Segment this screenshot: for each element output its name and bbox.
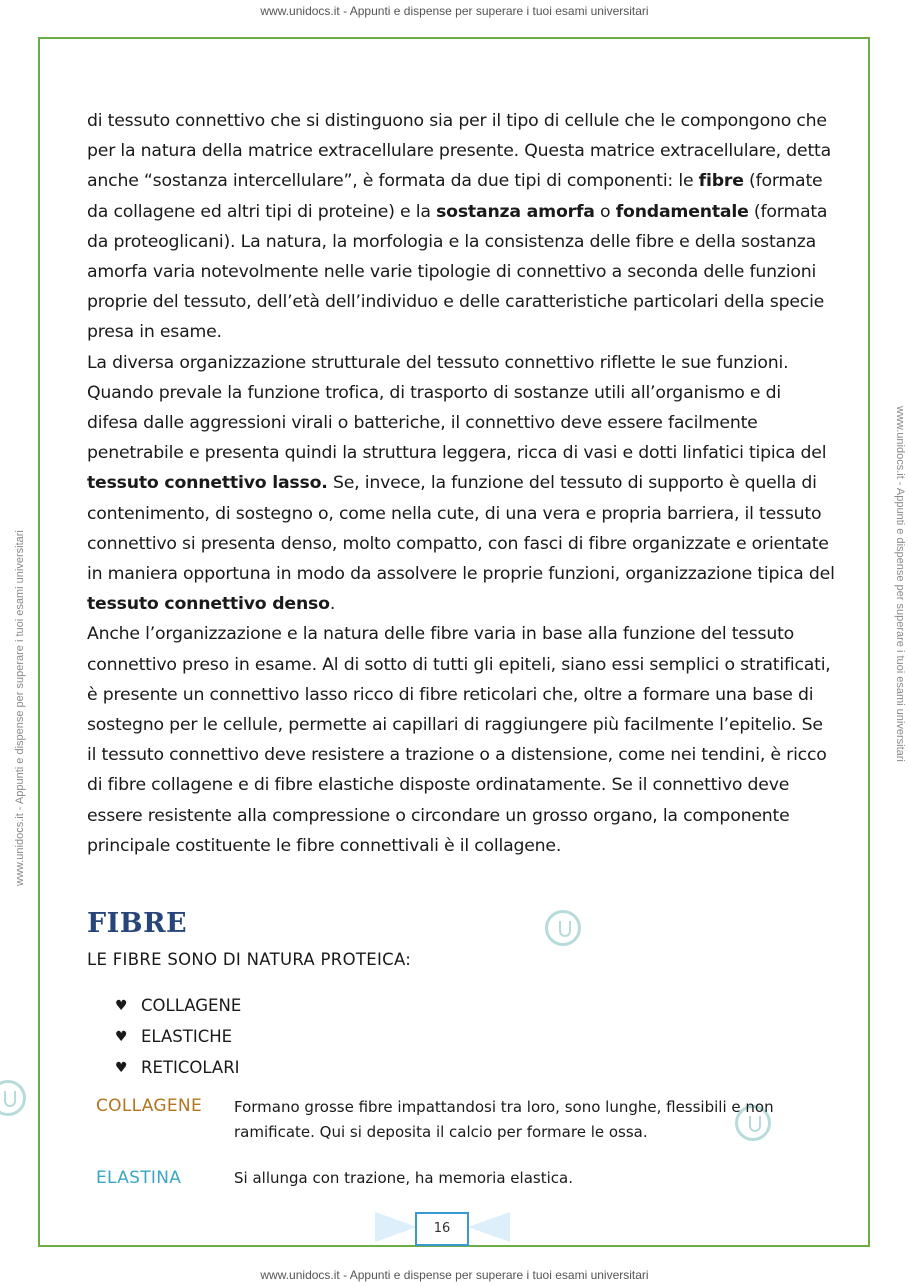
paragraph-3: Anche l’organizzazione e la natura delle fibre varia in base alla funzione del tessuto connettivo preso in esame. Al di sotto di tutti gli epiteli, siano essi semplici o stratificati, è presente un connettivo lasso ricco di fibre reticolari che, oltre a formare una base di sostegno per le cellule, permette ai capillari di raggiungere più facilmente l’epitelio. Se il tessuto connettivo deve resistere a trazione o a distensione, come nei tendini, è ricco di fibre collagene e di fibre elastiche disposte ordinatamente. Se il connettivo deve essere resistente alla compressione o circondare un grosso organo, la componente principale costituente le fibre connettivali è il collagene. xyxy=(87,624,831,856)
fibre-list xyxy=(115,990,241,1083)
heart-icon: ♥ xyxy=(115,1059,128,1076)
body-text xyxy=(87,106,837,861)
list-item-label: RETICOLARI xyxy=(141,1058,240,1077)
heart-icon: ♥ xyxy=(115,997,128,1014)
text-run: La diversa organizzazione strutturale del tessuto connettivo riflette le sue funzioni. Quando prevale la funzione trofica, di trasporto di sostanze utili all’organismo e di difesa dalle aggressioni virali o batteriche, il connettivo deve essere facilmente penetrabile e presenta quindi la struttura leggera, ricca di vasi e dotti linfatici tipica del xyxy=(87,352,827,464)
page-number: 16 xyxy=(415,1212,469,1246)
definition-desc-collagene: Formano grosse fibre impattandosi tra loro, sono lunghe, flessibili e non ramificate. Qui si deposita il calcio per formare le ossa. xyxy=(234,1098,774,1141)
bold-term: tessuto connettivo lasso. xyxy=(87,473,328,494)
footer-watermark-banner: www.unidocs.it - Appunti e dispense per superare i tuoi esami universitari xyxy=(260,1268,649,1282)
text-run: o xyxy=(594,201,616,222)
header-watermark-banner: www.unidocs.it - Appunti e dispense per superare i tuoi esami universitari xyxy=(260,4,649,18)
paragraph-2 xyxy=(87,348,837,620)
text-run: di tessuto connettivo che si distinguono sia per il tipo di cellule che le compongono che per la natura della matrice extracellulare presente. Questa matrice extracellulare, detta anche “sostanza intercellulare”, è formata da due tipi di componenti: le xyxy=(87,111,832,192)
list-item-label: COLLAGENE xyxy=(141,996,242,1015)
watermark-logo-icon xyxy=(0,1080,26,1116)
ribbon-left-decoration xyxy=(375,1212,417,1242)
list-item xyxy=(115,990,241,1021)
text-run: Se, invece, la funzione del tessuto di supporto è quella di contenimento, di sostegno o, come nella cute, di una vera e propria barriera, il tessuto connettivo si presenta denso, molto compatto, con fasci di fibre organizzate e orientate in maniera opportuna in modo da assolvere le proprie funzioni, organizzazione tipica del xyxy=(87,473,835,585)
bold-term: fibre xyxy=(698,171,744,192)
heart-icon: ♥ xyxy=(115,1028,128,1045)
definition-desc-elastina: Si allunga con trazione, ha memoria elastica. xyxy=(234,1169,573,1187)
list-item xyxy=(115,1021,241,1052)
section-heading: FIBRE xyxy=(87,908,188,939)
list-item-label: ELASTICHE xyxy=(141,1027,233,1046)
bold-term: fondamentale xyxy=(615,201,749,222)
right-side-watermark: www.unidocs.it - Appunti e dispense per superare i tuoi esami universitari xyxy=(894,406,906,762)
text-run: (formate da collagene ed altri tipi di proteine) e la xyxy=(87,171,823,222)
bold-term: tessuto connettivo denso xyxy=(87,594,330,615)
section-intro: LE FIBRE SONO DI NATURA PROTEICA: xyxy=(87,950,412,969)
definition-term-elastina: ELASTINA xyxy=(96,1168,182,1188)
text-run: . xyxy=(329,594,336,615)
ribbon-right-decoration xyxy=(468,1212,510,1242)
list-item xyxy=(115,1052,241,1083)
paragraph-1 xyxy=(87,106,837,348)
definition-term-collagene: COLLAGENE xyxy=(96,1096,202,1116)
left-side-watermark: www.unidocs.it - Appunti e dispense per superare i tuoi esami universitari xyxy=(14,530,26,886)
bold-term: sostanza amorfa xyxy=(436,201,595,222)
text-run: (formata da proteoglicani). La natura, la morfologia e la consistenza delle fibre e della sostanza amorfa varia notevolmente nelle varie tipologie di connettivo a seconda delle funzioni proprie del tessuto, dell’età dell’individuo e delle caratteristiche particolari della specie presa in esame. xyxy=(87,201,828,343)
watermark-logo-icon xyxy=(545,910,581,946)
